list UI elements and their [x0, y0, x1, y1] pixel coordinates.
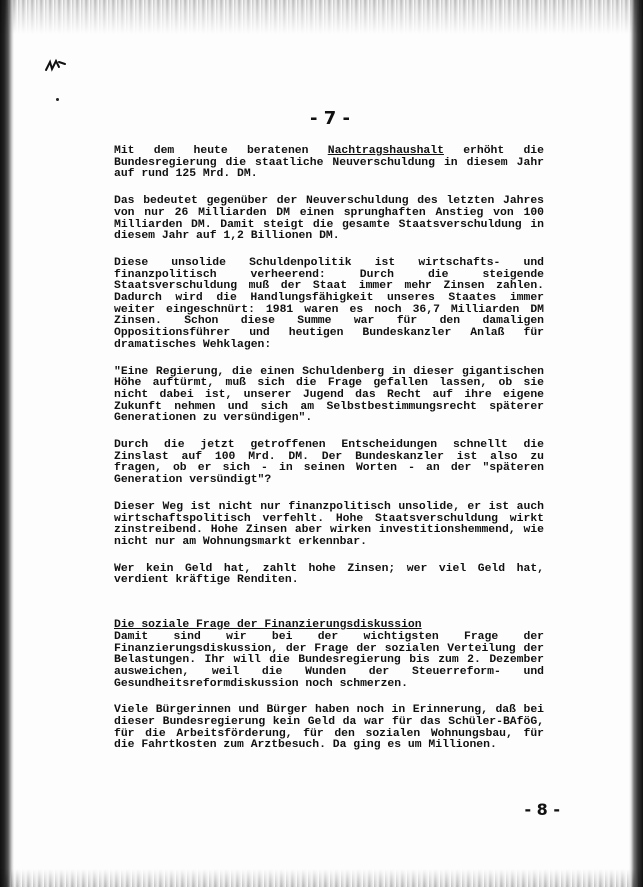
section-paragraph-1: Damit sind wir bei der wichtigsten Frage der Finanzierungsdiskussion, der Frage der sozialen Verteilung der Belastungen. Ihr will die Bundesregierung bis zum 2. Dezember ausweichen, weil die Wunden der Steuerreform- und Gesundheitsreformdiskussion noch schmerzen.	[114, 630, 544, 690]
paragraph-5: Durch die jetzt getroffenen Entscheidungen schnellt die Zinslast auf 100 Mrd. DM. Der Bundeskanzler ist also zu fragen, ob er sich - in seinen Worten - an der "späteren Generation versündigt"?	[114, 439, 544, 487]
paragraph-3: Diese unsolide Schuldenpolitik ist wirtschafts- und finanzpolitisch verheerend: Durch die steigende Staatsverschuldung muß der Staat immer mehr Zinsen zahlen. Dadurch wird die Handlungsfähigkeit unseres Staates immer weiter eingeschnürt: 1981 waren es noch 36,7 Milliarden DM Zinsen. Schon diese Summe war für den damaligen Oppositionsführer und heutigen Bundeskanzler Anlaß für dramatisches Wehklagen:	[114, 256, 544, 351]
scan-edge-bottom	[0, 869, 643, 887]
page-number-bottom: - 8 -	[524, 800, 560, 819]
paragraph-2: Das bedeutet gegenüber der Neuverschuldung des letzten Jahres von nur 26 Milliarden DM einen sprunghaften Anstieg von 100 Milliarden DM. Damit steigt die gesamte Staatsverschuldung in diesem Jahr auf 1,2 Billionen DM.	[114, 195, 544, 243]
underlined-term: Nachtragshaushalt	[327, 145, 444, 157]
paragraph-1	[114, 146, 544, 181]
quote-paragraph: "Eine Regierung, die einen Schuldenberg in dieser gigantischen Höhe auftürmt, muß sich die Frage gefallen lassen, ob sie nicht dabei ist, unserer Jugend das Recht auf ihre eigene Zukunft nehmen und sich am Selbstbestimmungsrecht späterer Generationen zu versündigen".	[114, 365, 544, 425]
ink-dot	[56, 98, 59, 101]
scan-edge-right	[629, 0, 643, 887]
section-paragraph-2: Viele Bürgerinnen und Bürger haben noch in Erinnerung, daß bei dieser Bundesregierung kein Geld da war für das Schüler-BAföG, für die Arbeitsförderung, für den sozialen Wohnungsbau, für die Fahrtkosten zum Arztbesuch. Da ging es um Millionen.	[114, 704, 544, 752]
scan-edge-left	[0, 0, 14, 887]
page-number-top: - 7 -	[310, 108, 350, 129]
handwritten-mark	[44, 58, 68, 74]
paragraph-1-post: erhöht die Bundesregierung die staatliche Neuverschuldung in diesem Jahr auf rund 125 Mrd. DM.	[114, 145, 544, 181]
document-body	[114, 146, 544, 767]
paragraph-1-pre: Mit dem heute beratenen	[114, 145, 328, 157]
paragraph-7: Wer kein Geld hat, zahlt hohe Zinsen; wer viel Geld hat, verdient kräftige Renditen.	[114, 562, 544, 587]
scan-edge-top	[0, 0, 643, 34]
section-heading: Die soziale Frage der Finanzierungsdiskussion	[114, 619, 422, 632]
paragraph-6: Dieser Weg ist nicht nur finanzpolitisch unsolide, er ist auch wirtschaftspolitisch verfehlt. Hohe Staatsverschuldung wirkt zinstreibend. Hohe Zinsen aber wirken investitionshemmend, wie nicht nur am Wohnungsmarkt erkennbar.	[114, 500, 544, 548]
